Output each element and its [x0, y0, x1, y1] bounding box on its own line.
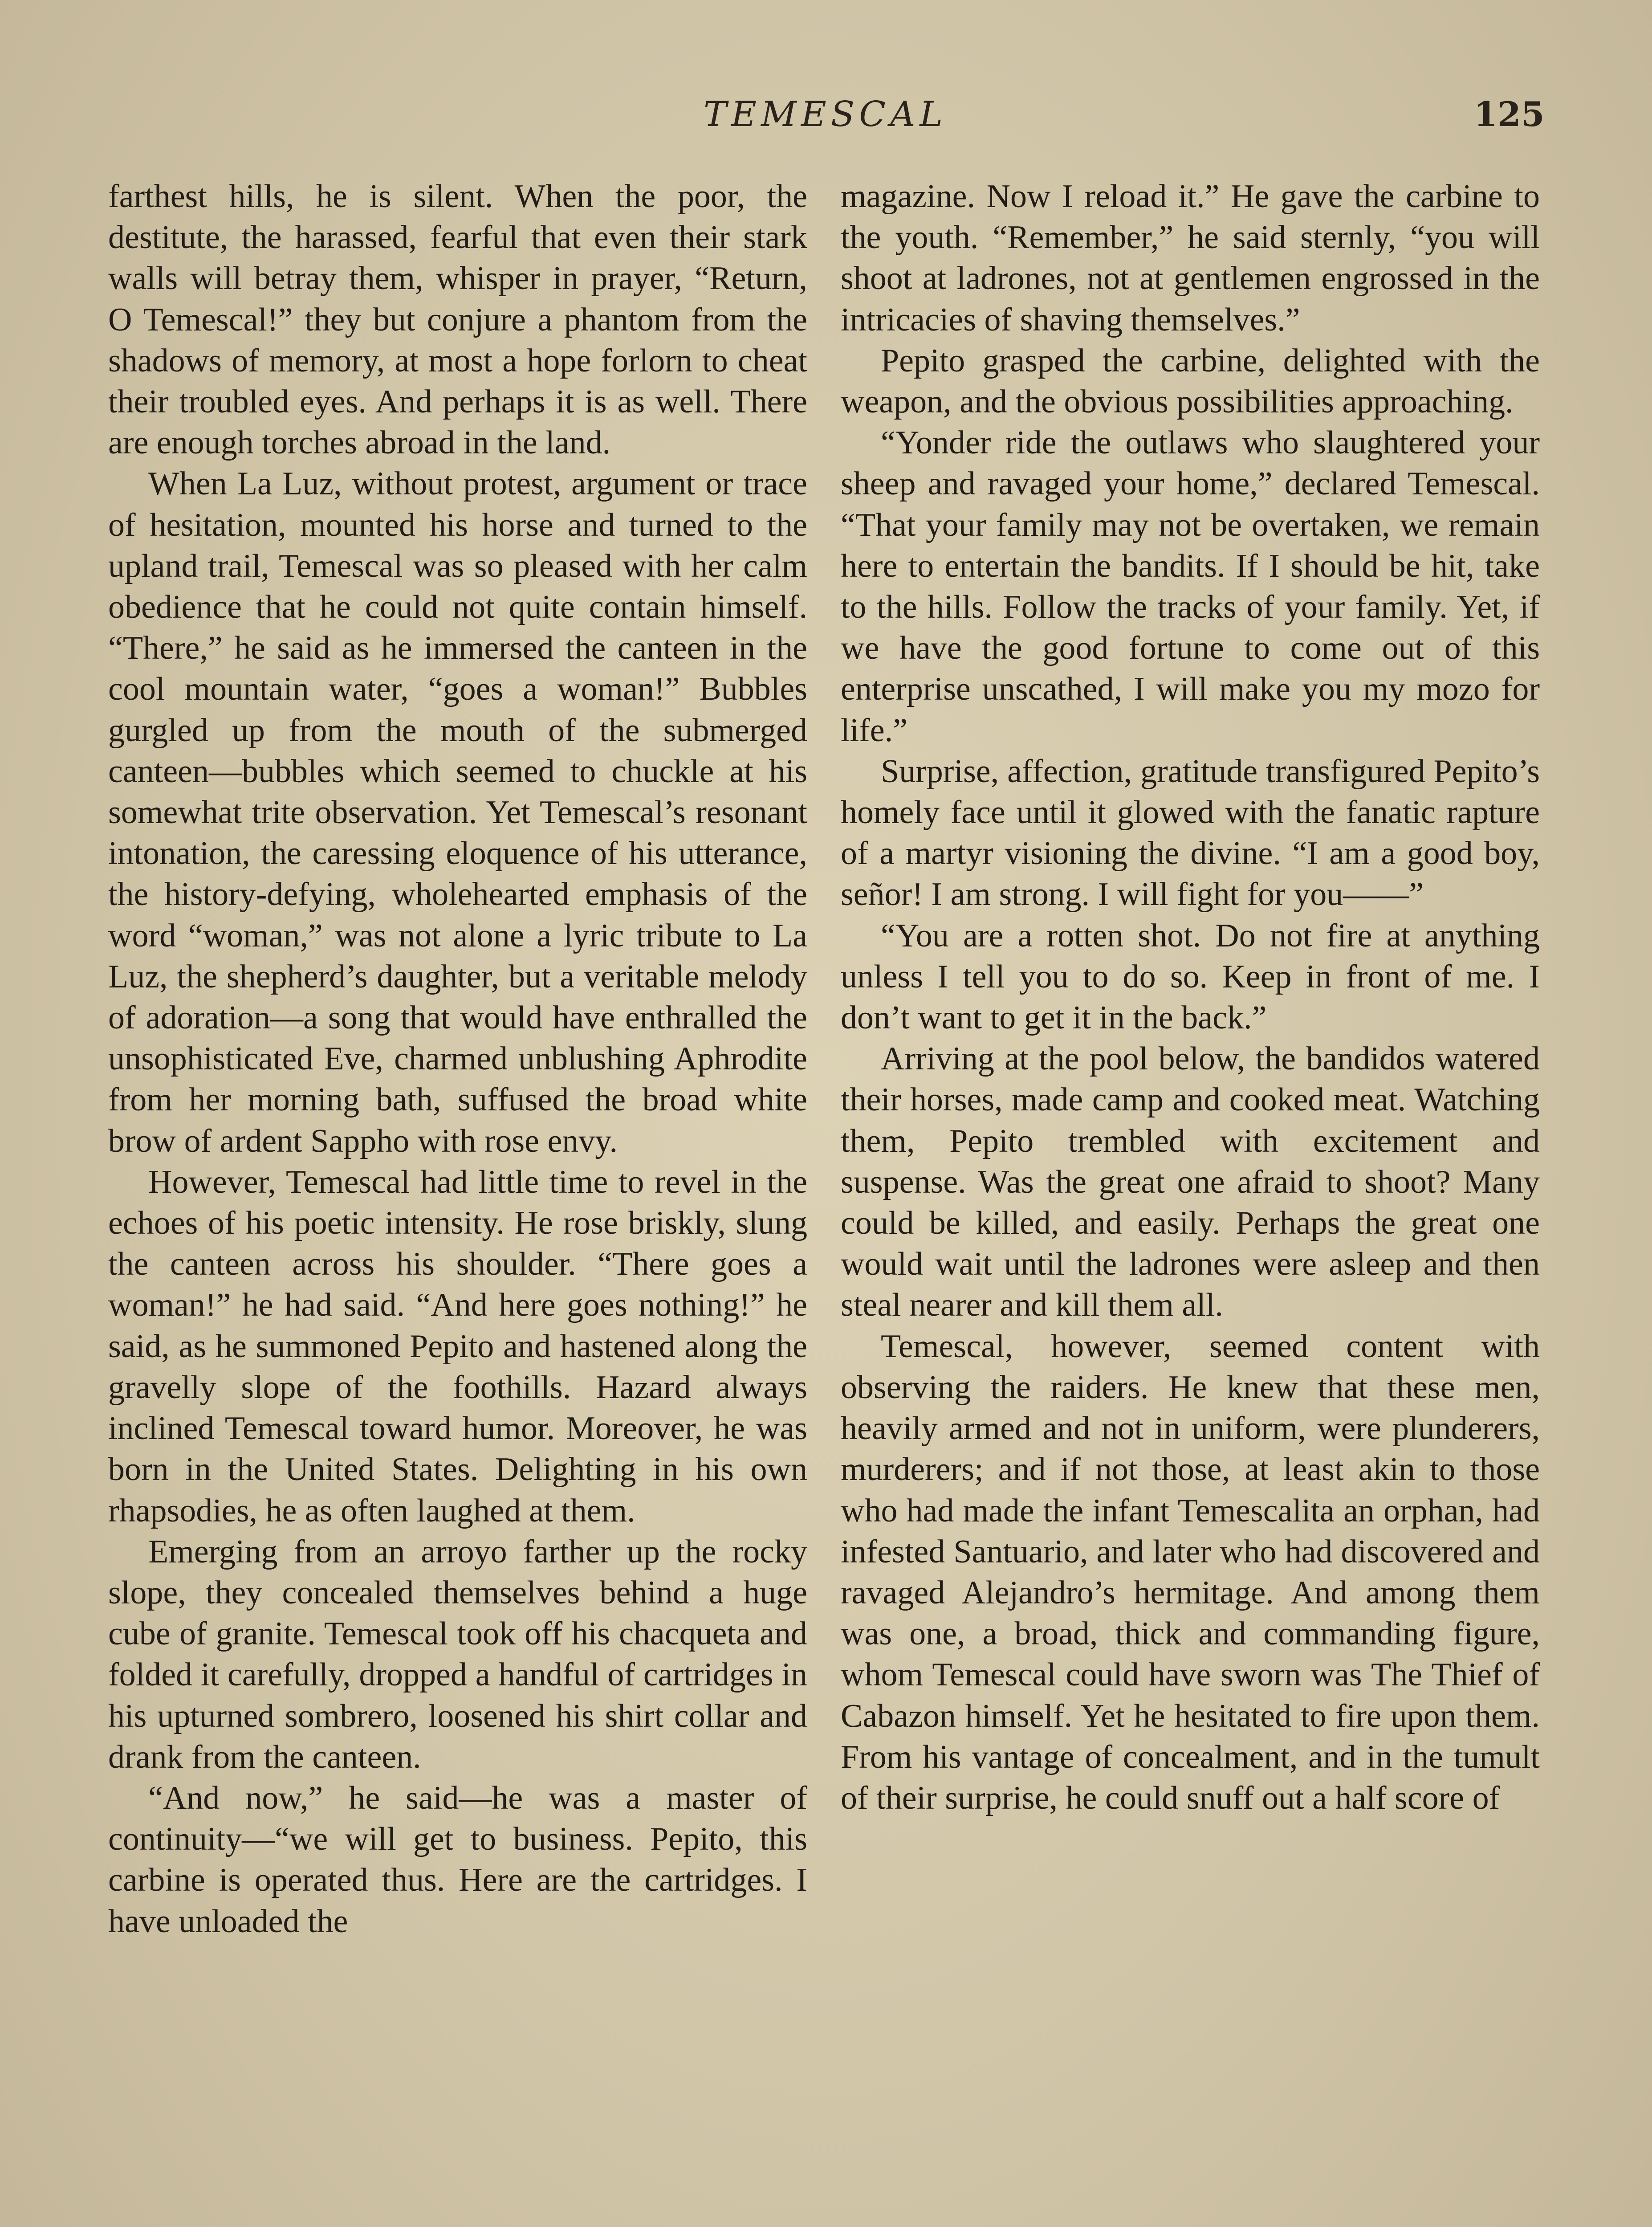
paragraph: farthest hills, he is silent. When the poor, the destitute, the harassed, fearful that even their stark walls will betray them, whisper in prayer, “Return, O Temescal!” they but conjure a phantom from the shadows of memory, at most a hope forlorn to cheat their troubled eyes. And perhaps it is as well. There are enough torches abroad in the land. [108, 178, 807, 461]
paragraph: However, Temescal had little time to revel in the echoes of his poetic intensity. He rose briskly, slung the canteen across his shoulder. “There goes a woman!” he had said. “And here goes nothing!” he said, as he summoned Pepito and hastened along the gravelly slope of the foothills. Hazard always inclined Temescal toward humor. Moreover, he was born in the United States. Delighting in his own rhapsodies, he as often laughed at them. [108, 1163, 807, 1529]
running-header [0, 94, 1652, 148]
left-column [108, 176, 807, 1942]
paragraph: Arriving at the pool below, the bandidos watered their horses, made camp and cooked meat. Watching them, Pepito trembled with excitement and suspense. Was the great one afraid to shoot? Many could be killed, and easily. Perhaps the great one would wait until the ladrones were asleep and then steal nearer and kill them all. [841, 1040, 1540, 1324]
paragraph: “And now,” he said—he was a master of continuity—“we will get to business. Pepito, this carbine is operated thus. Here are the cartridges. I have unloaded the [108, 1779, 807, 1940]
page-number: 125 [1474, 94, 1545, 134]
paragraph: Pepito grasped the carbine, delighted with the weapon, and the obvious possibilities approaching. [841, 342, 1540, 420]
paragraph: “You are a rotten shot. Do not fire at anything unless I tell you to do so. Keep in front of me. I don’t want to get it in the back.” [841, 917, 1540, 1036]
paragraph: Surprise, affection, gratitude transfigured Pepito’s homely face until it glowed with the fanatic rapture of a martyr visioning the divine. “I am a good boy, señor! I am strong. I will fight for you——” [841, 753, 1540, 913]
paragraph: “Yonder ride the outlaws who slaughtered your sheep and ravaged your home,” declared Temescal. “That your family may not be overtaken, we remain here to entertain the bandits. If I should be hit, take to the hills. Follow the tracks of your family. Yet, if we have the good fortune to come out of this enterprise unscathed, I will make you my mozo for life.” [841, 424, 1540, 749]
paragraph: Temescal, however, seemed content with observing the raiders. He knew that these men, heavily armed and not in uniform, were plunderers, murderers; and if not those, at least akin to those who had made the infant Temescalita an orphan, had infested Santuario, and later who had discovered and ravaged Alejandro’s hermitage. And among them was one, a broad, thick and commanding figure, whom Temescal could have sworn was The Thief of Cabazon himself. Yet he hesitated to fire upon them. From his vantage of concealment, and in the tumult of their surprise, he could snuff out a half score of [841, 1328, 1540, 1816]
paragraph: magazine. Now I reload it.” He gave the carbine to the youth. “Remember,” he said sternly, “you will shoot at ladrones, not at gentlemen engrossed in the intricacies of shaving themselves.” [841, 178, 1540, 338]
running-title: TEMESCAL [704, 94, 948, 135]
paragraph: When La Luz, without protest, argument or trace of hesitation, mounted his horse and turned to the upland trail, Temescal was so pleased with her calm obedience that he could not quite contain himself. “There,” he said as he immersed the canteen in the cool mountain water, “goes a woman!” Bubbles gurgled up from the mouth of the submerged canteen—bubbles which seemed to chuckle at his somewhat trite observation. Yet Temescal’s resonant intonation, the caressing eloquence of his utterance, the history-defying, wholehearted emphasis of the word “woman,” was not alone a lyric tribute to La Luz, the shepherd’s daughter, but a veritable melody of adoration—a song that would have enthralled the unsophisticated Eve, charmed unblushing Aphrodite from her morning bath, suffused the broad white brow of ardent Sappho with rose envy. [108, 465, 807, 1159]
paragraph: Emerging from an arroyo farther up the rocky slope, they concealed themselves behind a huge cube of granite. Temescal took off his chacqueta and folded it carefully, dropped a handful of cartridges in his upturned sombrero, loosened his shirt collar and drank from the canteen. [108, 1533, 807, 1775]
right-column [841, 176, 1540, 1819]
